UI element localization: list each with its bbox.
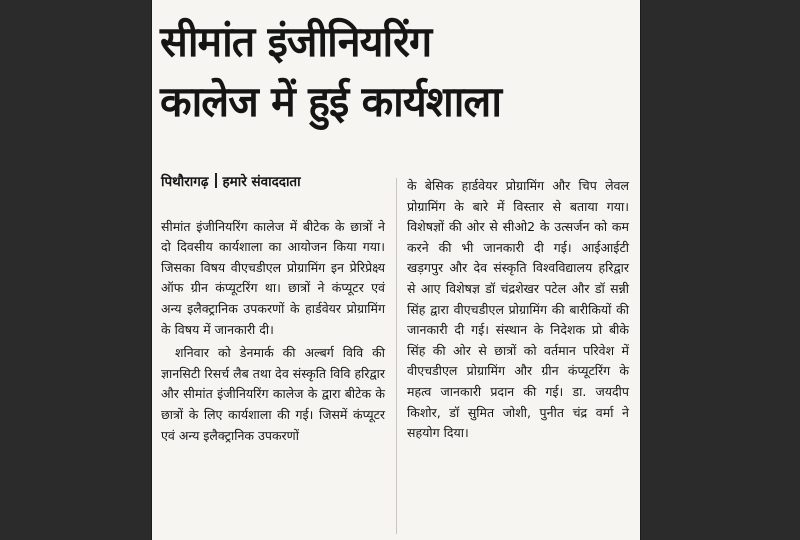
byline-place: पिथौरागढ़ [161,174,209,190]
article-paragraph-1: सीमांत इंजीनियरिंग कालेज में बीटेक के छात्रों ने दो दिवसीय कार्यशाला का आयोजन किया गया। जिसका विषय वीएचडीएल प्रोग्रामिंग इन प्रेरिप्रेक्ष्य ऑफ ग्रीन कंप्यूटरिंग था। छात्रों ने कंप्यूटर एवं अन्य इलैक्ट्रानिक उपकरणों के हार्डवेयर प्रोग्रामिंग के विषय में जानकारी दी। [161,218,385,337]
byline-separator [215,173,217,188]
newspaper-clipping [152,0,640,540]
byline-author: हमारे संवाददाता [222,174,301,190]
headline-line-2: कालेज में हुई कार्यशाला [160,77,502,126]
headline-line-1: सीमांत इंजीनियरिंग [160,17,432,66]
byline [161,172,385,193]
article-column-right [407,176,629,444]
article-paragraph-3: के बेसिक हार्डवेयर प्रोग्रामिंग और चिप लेवल प्रोग्रामिंग के बारे में विस्तार से बताया गया। विशेषज्ञों की ओर से सीओ2 के उत्सर्जन को कम करने की भी जानकारी दी गई। आईआईटी खड़गपुर और देव संस्कृति विश्वविद्यालय हरिद्वार से आए विशेषज्ञ डॉ चंद्रशेखर पटेल और डॉ सन्नी सिंह द्वारा वीएचडीएल प्रोग्रामिंग की बारीकियों की जानकारी दी गई। संस्थान के निदेशक प्रो बीके सिंह की ओर से छात्रों को वर्तमान परिवेश में वीएचडीएल प्रोग्रामिंग और ग्रीन कंप्यूटरिंग के महत्व जानकारी प्रदान की गई। डा. जयदीप किशोर, डॉ सुमित जोशी, पुनीत चंद्र वर्मा ने सहयोग दिया। [407,178,629,441]
article-headline [160,12,623,132]
article-paragraph-2: शनिवार को डेनमार्क की अल्बर्ग विवि की ज्ञानसिटी रिसर्च लैब तथा देव संस्कृति विवि हरिद्वार और सीमांत इंजीनियरिंग कालेज के द्वारा बीटेक के छात्रों के लिए कार्यशाला की गई। जिसमें कंप्यूटर एवं अन्य इलैक्ट्रानिक उपकरणों [161,345,385,443]
article-column-left [161,172,385,446]
column-divider [396,178,397,534]
